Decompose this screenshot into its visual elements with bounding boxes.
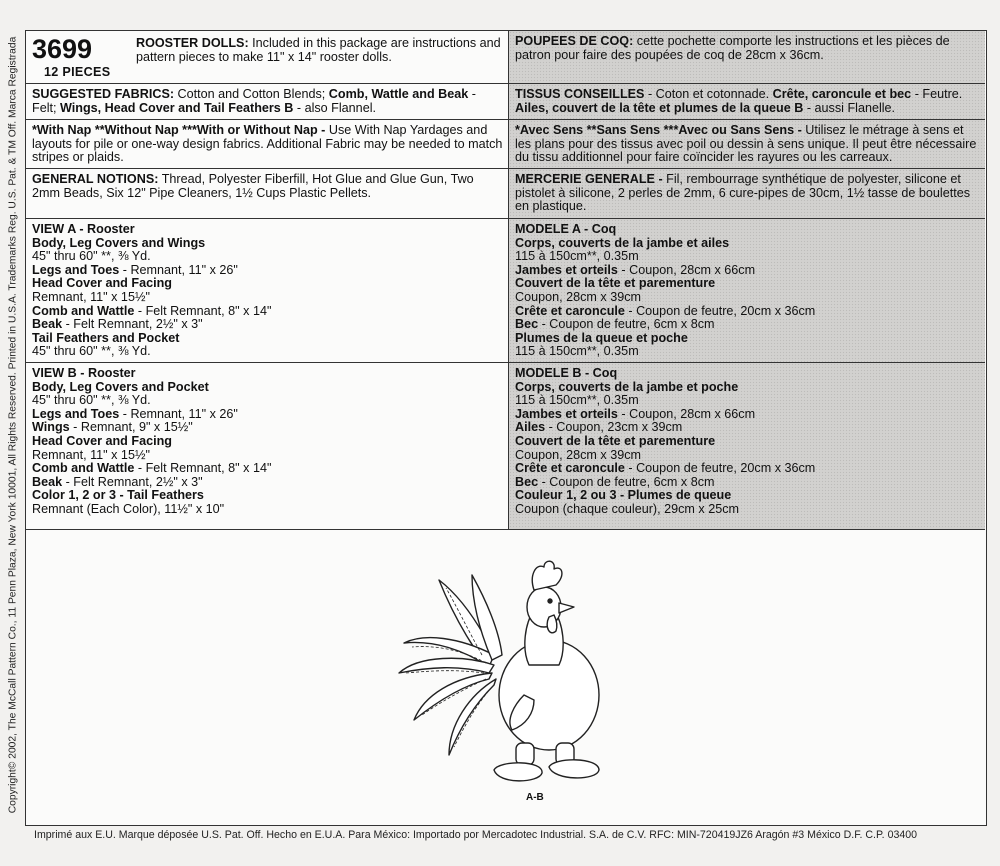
requirement-line: [515, 476, 980, 490]
requirement-amount: 115 à 150cm**, 0.35m: [515, 344, 639, 359]
requirement-item: Head Cover and Facing: [32, 276, 172, 291]
requirement-item: Couleur 1, 2 ou 3 - Plumes de queue: [515, 488, 732, 503]
requirement-item: Couvert de la tête et parementure: [515, 276, 716, 291]
fabrics-text: - Felt;: [32, 87, 476, 115]
fabrics-fr: [509, 84, 985, 119]
header-en: [26, 31, 509, 83]
fabrics-bold: Comb, Wattle and Beak: [328, 87, 469, 101]
view-a-fr: [509, 219, 985, 362]
nap-fr: [509, 120, 985, 168]
requirement-amount: 115 à 150cm**, 0.35m: [515, 249, 639, 264]
nap-title: *With Nap **Without Nap ***With or Without Nap -: [32, 123, 326, 137]
requirement-item: VIEW A - Rooster: [32, 222, 135, 236]
rooster-leg: [516, 743, 534, 765]
requirement-line: [515, 291, 980, 305]
requirement-item: Ailes: [515, 420, 546, 435]
pieces-count: 12 PIECES: [44, 65, 111, 79]
requirement-line: [32, 250, 503, 264]
requirement-line: [32, 421, 503, 435]
requirement-amount: Coupon, 28cm x 39cm: [515, 289, 641, 304]
nap-text: Utilisez le métrage à sens et les plans pour des tissus avec poil ou dessin à sens unique. Il peut être nécessaire du tissu additionnel pour faire coïncider les rayures ou les carreaux.: [515, 123, 977, 165]
requirement-amount: Coupon, 28cm x 39cm: [515, 447, 641, 462]
rooster-foot: [494, 763, 542, 781]
requirement-line: [515, 462, 980, 476]
rooster-eye: [548, 599, 552, 603]
requirement-line: [32, 435, 503, 449]
requirement-amount: - Coupon de feutre, 20cm x 36cm: [624, 461, 816, 476]
requirement-line: [32, 408, 503, 422]
header-row: [26, 31, 985, 84]
requirement-item: Comb and Wattle: [32, 303, 135, 318]
requirement-amount: Remnant, 11" x 15½": [32, 447, 150, 462]
requirement-item: Legs and Toes: [32, 262, 120, 277]
requirement-line: [32, 489, 503, 503]
requirement-line: [32, 503, 503, 517]
requirement-line: [32, 277, 503, 291]
requirement-amount: - Remnant, 11" x 26": [119, 406, 238, 421]
requirement-line: [515, 345, 980, 359]
fabrics-text: - aussi Flanelle.: [806, 100, 896, 115]
requirement-amount: 115 à 150cm**, 0.35m: [515, 393, 639, 408]
requirement-amount: 45" thru 60" **, ⅜ Yd.: [32, 344, 151, 359]
notions-title: MERCERIE GENERALE -: [515, 172, 663, 186]
requirement-amount: - Remnant, 9" x 15½": [69, 420, 193, 435]
requirement-line: [32, 237, 503, 251]
requirement-item: Corps, couverts de la jambe et poche: [515, 379, 739, 394]
rooster-wattle: [547, 615, 557, 633]
requirement-item: Jambes et orteils: [515, 262, 618, 277]
requirement-line: [32, 223, 503, 237]
requirement-line: [515, 237, 980, 251]
requirement-line: [32, 462, 503, 476]
fabrics-text: - Coton et cotonnade.: [647, 87, 770, 101]
requirement-line: [515, 332, 980, 346]
requirement-line: [515, 503, 980, 517]
requirement-amount: Remnant (Each Color), 11½" x 10": [32, 501, 225, 516]
fabrics-text: - also Flannel.: [296, 100, 376, 115]
fr-title: POUPEES DE COQ:: [515, 34, 634, 48]
requirement-line: [515, 449, 980, 463]
requirement-line: [515, 277, 980, 291]
rooster-comb: [532, 561, 562, 590]
requirement-amount: - Coupon, 28cm x 66cm: [617, 262, 756, 277]
fabrics-title: TISSUS CONSEILLES: [515, 87, 645, 101]
fabrics-bold: Wings, Head Cover and Tail Feathers B: [60, 100, 294, 115]
requirement-amount: Coupon (chaque couleur), 29cm x 25cm: [515, 501, 740, 516]
requirements-table: [26, 31, 985, 529]
rooster-doll-illustration: [394, 555, 624, 805]
pattern-number: 3699: [32, 34, 93, 64]
requirement-amount: - Felt Remnant, 2½" x 3": [62, 474, 203, 489]
requirement-item: Beak: [32, 317, 63, 332]
requirement-line: [32, 291, 503, 305]
fr-description: cette pochette comporte les instructions et les pièces de patron pour faire des poupées de coq de 28cm x 36cm.: [515, 34, 950, 62]
requirement-line: [32, 449, 503, 463]
requirement-item: Plumes de la queue et poche: [515, 330, 688, 345]
requirement-item: Head Cover and Facing: [32, 433, 172, 448]
requirement-line: [32, 345, 503, 359]
requirement-item: Body, Leg Covers and Pocket: [32, 379, 209, 394]
fabrics-text: - Feutre.: [914, 87, 963, 101]
requirement-item: MODELE B - Coq: [515, 366, 618, 380]
notions-fr: [509, 169, 985, 218]
requirement-amount: - Coupon de feutre, 6cm x 8cm: [538, 317, 715, 332]
copyright-sidebar: [2, 20, 24, 830]
requirement-amount: - Coupon, 28cm x 66cm: [617, 406, 756, 421]
header-fr: [509, 31, 985, 83]
requirement-line: [515, 381, 980, 395]
view-b-fr: [509, 363, 985, 529]
requirement-amount: - Felt Remnant, 8" x 14": [134, 303, 272, 318]
view-a-en: [26, 219, 509, 362]
requirement-line: [32, 394, 503, 408]
requirement-line: [515, 408, 980, 422]
en-description: Included in this package are instructions and pattern pieces to make 11" x 14" rooster dolls.: [136, 36, 501, 64]
view-a-row: [26, 219, 985, 363]
requirement-amount: - Coupon de feutre, 20cm x 36cm: [624, 303, 816, 318]
requirement-amount: 45" thru 60" **, ⅜ Yd.: [32, 249, 151, 264]
fabrics-text: Cotton and Cotton Blends;: [177, 87, 326, 101]
requirement-amount: - Remnant, 11" x 26": [119, 262, 238, 277]
requirement-line: [515, 367, 980, 381]
requirement-line: [515, 264, 980, 278]
requirement-item: Bec: [515, 474, 539, 489]
fabrics-title: SUGGESTED FABRICS:: [32, 87, 175, 101]
requirement-line: [515, 489, 980, 503]
fabrics-bold: Crête, caroncule et bec: [772, 87, 912, 101]
illustration-area: [26, 529, 985, 825]
requirement-line: [32, 305, 503, 319]
requirement-item: MODELE A - Coq: [515, 222, 617, 236]
copyright-text: Copyright© 2002, The McCall Pattern Co., 11 Penn Plaza, New York 10001, All Rights Reserved. Printed in U.S.A. Trademarks Reg. U.S. Pat. & TM Off. Marca Registrada: [7, 36, 19, 814]
requirement-line: [515, 223, 980, 237]
requirement-line: [515, 305, 980, 319]
requirement-item: Legs and Toes: [32, 406, 120, 421]
en-title: ROOSTER DOLLS:: [136, 36, 249, 50]
requirement-amount: - Coupon de feutre, 6cm x 8cm: [538, 474, 715, 489]
requirement-item: Bec: [515, 317, 539, 332]
requirement-item: Couvert de la tête et parementure: [515, 433, 716, 448]
requirement-item: Color 1, 2 or 3 - Tail Feathers: [32, 488, 204, 503]
fabrics-en: [26, 84, 509, 119]
requirement-item: VIEW B - Rooster: [32, 366, 136, 380]
footer-import-notice: Imprimé aux E.U. Marque déposée U.S. Pat. Off. Hecho en E.U.A. Para México: Importado por Mercadotec Industrial. S.A. de C.V. RFC: MIN-720419JZ6 Aragón #3 México D.F. C.P. 03400: [34, 829, 918, 841]
requirement-line: [32, 381, 503, 395]
requirement-item: Crête et caroncule: [515, 303, 625, 318]
nap-row: [26, 120, 985, 169]
notions-en: [26, 169, 509, 218]
requirement-item: Corps, couverts de la jambe et ailes: [515, 235, 730, 250]
requirement-line: [515, 421, 980, 435]
view-b-en: [26, 363, 509, 529]
requirement-line: [515, 250, 980, 264]
view-b-row: [26, 363, 985, 529]
illustration-label: A-B: [526, 792, 544, 803]
requirement-line: [515, 394, 980, 408]
notions-text: Thread, Polyester Fiberfill, Hot Glue and Glue Gun, Two 2mm Beads, Six 12" Pipe Cleaners, 1½ Cups Plastic Pellets.: [32, 172, 474, 200]
fabrics-row: [26, 84, 985, 120]
requirement-amount: - Coupon, 23cm x 39cm: [545, 420, 683, 435]
notions-row: [26, 169, 985, 219]
requirement-amount: - Felt Remnant, 2½" x 3": [62, 317, 203, 332]
rooster-beak: [559, 603, 574, 613]
nap-text: Use With Nap Yardages and layouts for pile or one-way design fabrics. Additional Fabric may be needed to match stripes or plaids.: [32, 123, 503, 165]
requirement-item: Crête et caroncule: [515, 461, 625, 476]
requirement-line: [515, 435, 980, 449]
requirement-amount: Remnant, 11" x 15½": [32, 289, 150, 304]
requirement-item: Beak: [32, 474, 63, 489]
rooster-foot: [549, 760, 599, 778]
requirement-item: Tail Feathers and Pocket: [32, 330, 180, 345]
pattern-envelope-back: [25, 30, 987, 826]
requirement-line: [32, 476, 503, 490]
requirement-line: [32, 332, 503, 346]
requirement-item: Jambes et orteils: [515, 406, 618, 421]
requirement-amount: - Felt Remnant, 8" x 14": [134, 461, 272, 476]
requirement-line: [32, 264, 503, 278]
requirement-amount: 45" thru 60" **, ⅜ Yd.: [32, 393, 151, 408]
notions-title: GENERAL NOTIONS:: [32, 172, 159, 186]
requirement-line: [515, 318, 980, 332]
nap-en: [26, 120, 509, 168]
nap-title: *Avec Sens **Sans Sens ***Avec ou Sans Sens -: [515, 123, 802, 137]
requirement-line: [32, 318, 503, 332]
requirement-item: Body, Leg Covers and Wings: [32, 235, 206, 250]
requirement-item: Comb and Wattle: [32, 461, 135, 476]
notions-text: Fil, rembourrage synthétique de polyester, silicone et pistolet à silicone, 2 perles de 2mm, 6 cure-pipes de 30cm, 1½ tasse de boulettes en plastique.: [515, 172, 971, 214]
fabrics-bold: Ailes, couvert de la tête et plumes de la queue B: [515, 100, 804, 115]
requirement-item: Wings: [32, 420, 70, 435]
requirement-line: [32, 367, 503, 381]
